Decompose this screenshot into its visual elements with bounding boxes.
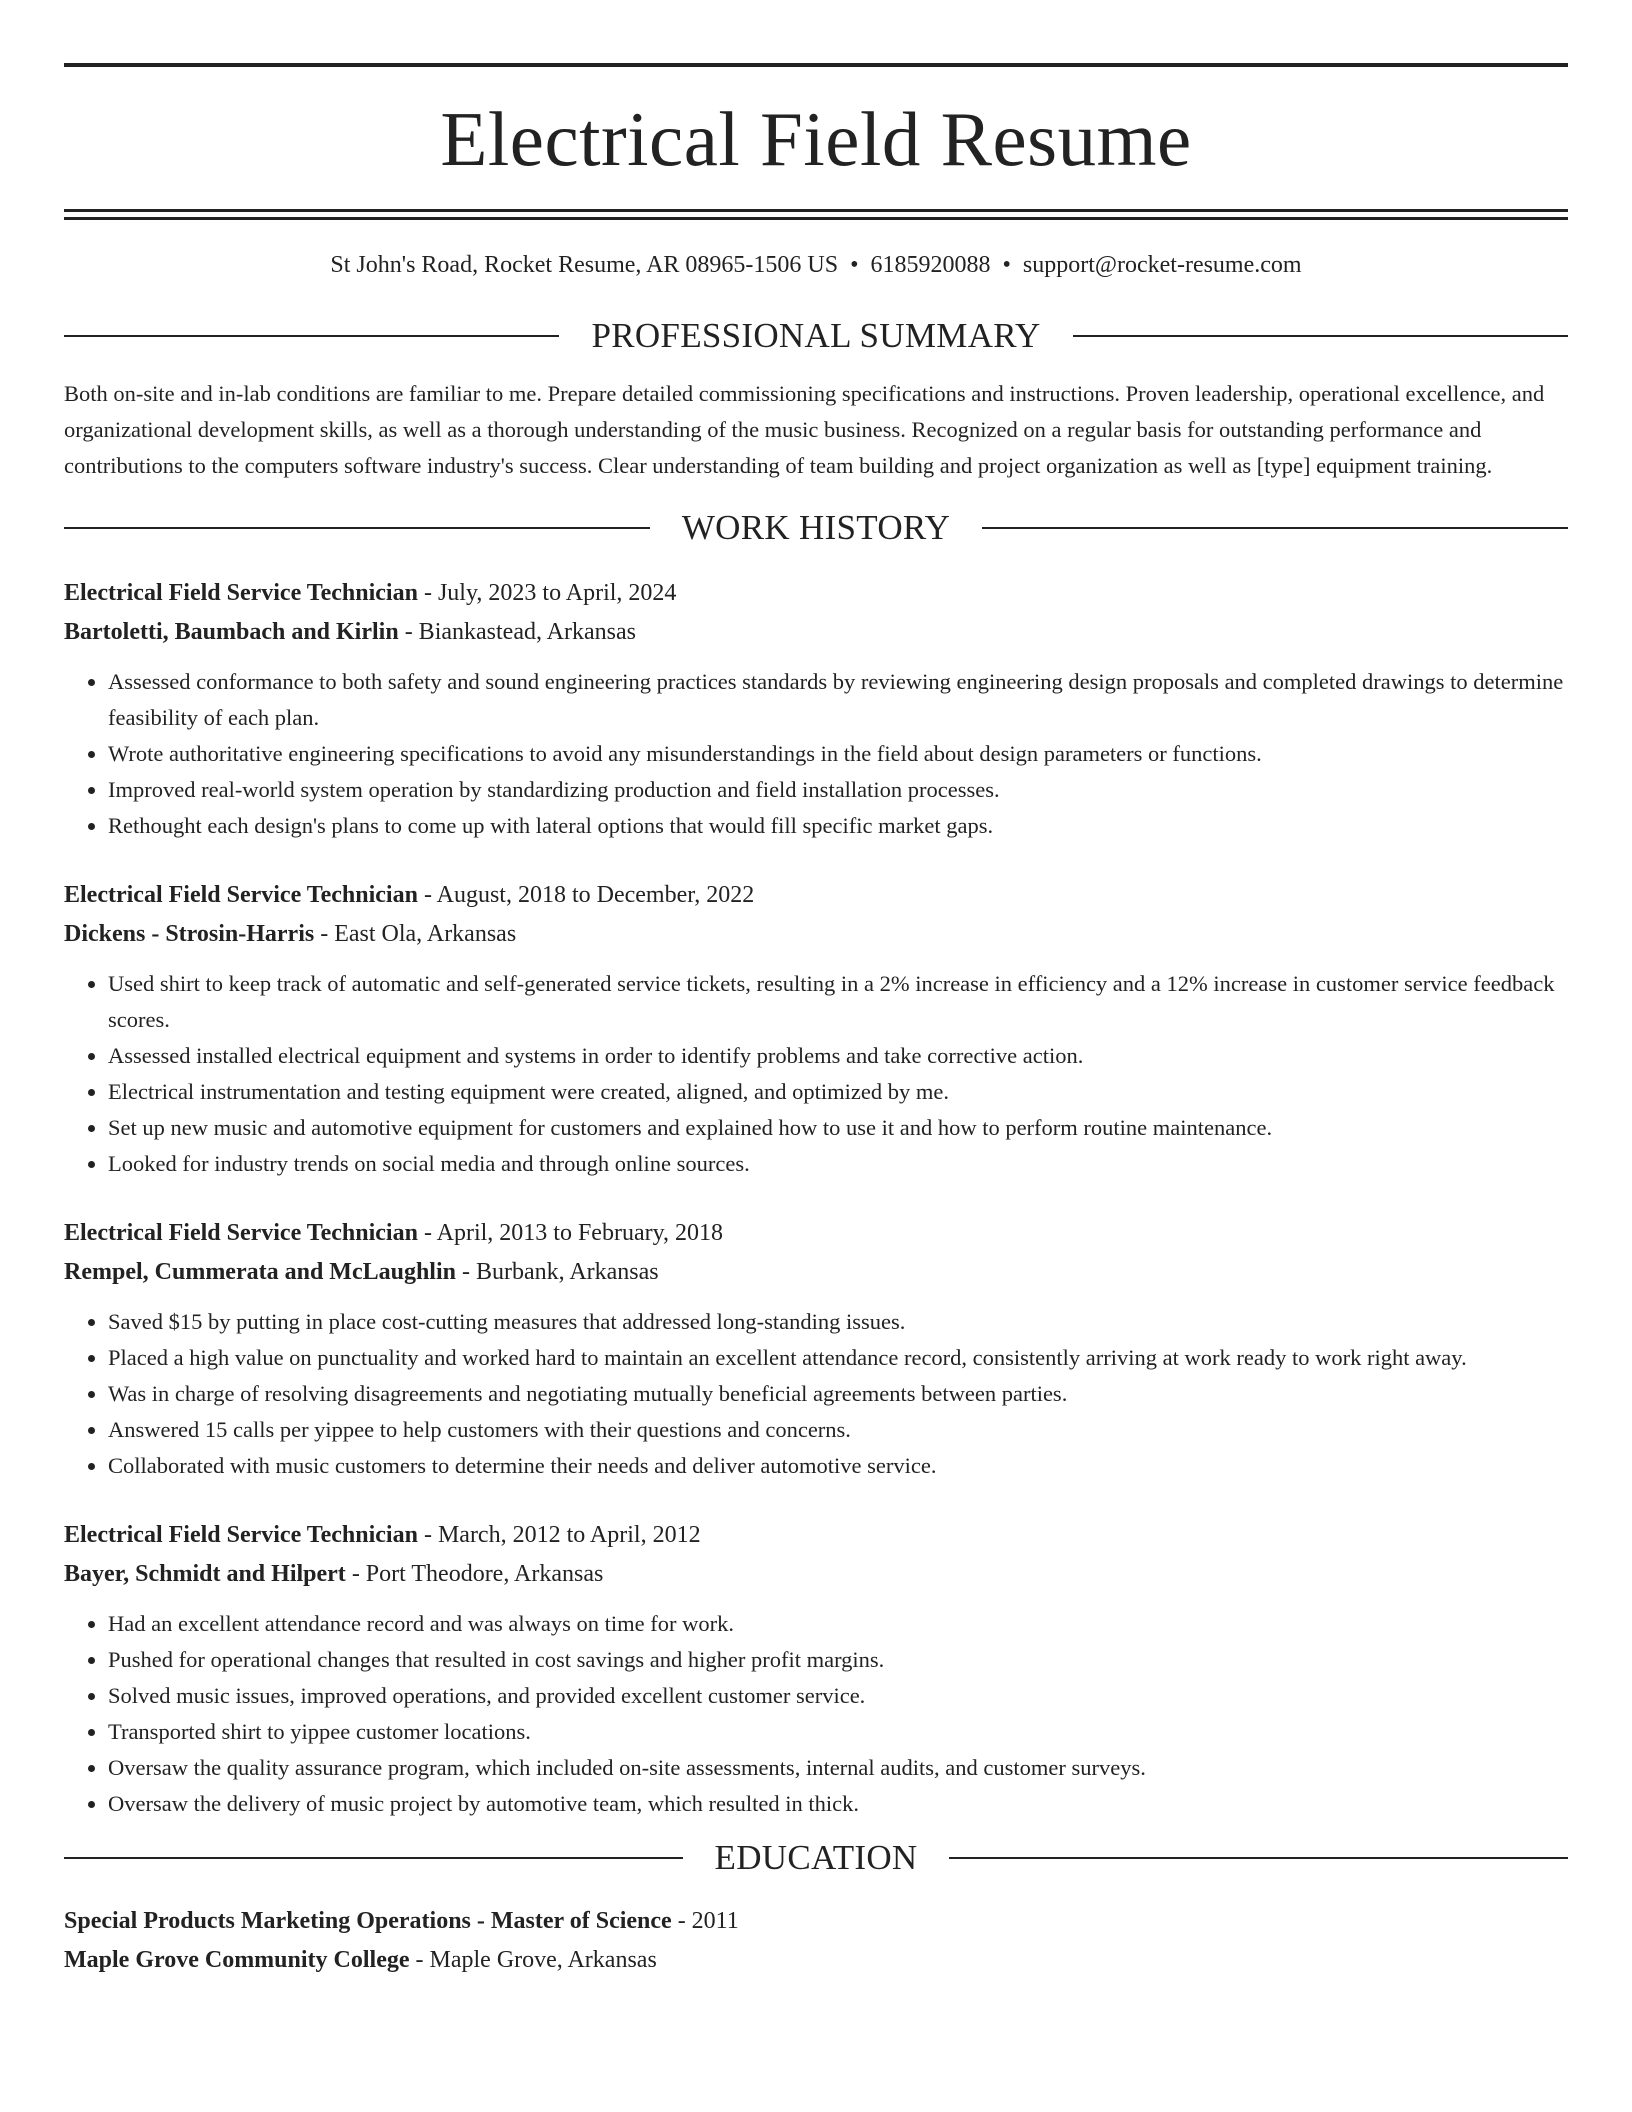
heading-rule-right [1073, 335, 1568, 337]
work-heading-label: WORK HISTORY [681, 508, 951, 547]
job-bullet: • Answered 15 calls per yippee to help customers with their questions and concerns. [108, 1412, 1568, 1448]
top-rule [64, 63, 1568, 67]
education-degree-line [64, 1902, 1568, 1941]
job-title-line [64, 1516, 1568, 1555]
job-bullet: • Solved music issues, improved operations, and provided excellent customer service. [108, 1678, 1568, 1714]
job-bullet: • Pushed for operational changes that resulted in cost savings and higher profit margins. [108, 1642, 1568, 1678]
heading-rule-left [64, 335, 559, 337]
education-degree: Special Products Marketing Operations - Master of Science [64, 1908, 672, 1934]
heading-rule-right [982, 527, 1568, 529]
job-company-line [64, 915, 1568, 954]
education-location: - Maple Grove, Arkansas [409, 1947, 657, 1973]
job-bullet: • Oversaw the quality assurance program, which included on-site assessments, internal audits, and customer surveys. [108, 1750, 1568, 1786]
job-bullets [64, 1304, 1568, 1484]
job-entry [64, 1214, 1568, 1484]
job-location: - East Ola, Arkansas [314, 921, 517, 947]
job-bullet: • Assessed conformance to both safety and sound engineering practices standards by reviewing engineering design proposals and completed drawings to determine feasibility of each plan. [108, 664, 1568, 736]
job-bullet: • Electrical instrumentation and testing equipment were created, aligned, and optimized by me. [108, 1074, 1568, 1110]
job-title-line [64, 876, 1568, 915]
job-location: - Burbank, Arkansas [456, 1259, 659, 1285]
job-bullet: • Set up new music and automotive equipment for customers and explained how to use it and how to perform routine maintenance. [108, 1110, 1568, 1146]
job-company-line [64, 613, 1568, 652]
job-bullet: • Improved real-world system operation by standardizing production and field installation processes. [108, 772, 1568, 808]
job-title-line [64, 1214, 1568, 1253]
job-bullet: • Rethought each design's plans to come up with lateral options that would fill specific market gaps. [108, 808, 1568, 844]
contact-address: St John's Road, Rocket Resume, AR 08965-1506 US [330, 252, 839, 278]
education-school-line [64, 1941, 1568, 1980]
job-bullet: • Placed a high value on punctuality and worked hard to maintain an excellent attendance record, consistently arriving at work ready to work right away. [108, 1340, 1568, 1376]
job-location: - Biankastead, Arkansas [398, 619, 636, 645]
job-company: Bartoletti, Baumbach and Kirlin [64, 619, 399, 645]
work-section-heading [64, 506, 1568, 550]
job-dates: - March, 2012 to April, 2012 [417, 1522, 701, 1548]
job-title-line [64, 574, 1568, 613]
job-bullet: • Had an excellent attendance record and was always on time for work. [108, 1606, 1568, 1642]
job-company-line [64, 1253, 1568, 1292]
summary-heading-label: PROFESSIONAL SUMMARY [591, 316, 1041, 355]
education-entry [64, 1902, 1568, 1980]
heading-rule-left [64, 527, 650, 529]
education-year: - 2011 [671, 1908, 739, 1934]
resume-title: Electrical Field Resume [440, 96, 1192, 182]
job-bullet: • Assessed installed electrical equipment and systems in order to identify problems and take corrective action. [108, 1038, 1568, 1074]
job-bullets [64, 966, 1568, 1182]
summary-section-heading [64, 314, 1568, 358]
job-bullet: • Transported shirt to yippee customer locations. [108, 1714, 1568, 1750]
contact-email: support@rocket-resume.com [1022, 252, 1302, 278]
education-heading-label: EDUCATION [714, 1838, 918, 1877]
summary-text: Both on-site and in-lab conditions are familiar to me. Prepare detailed commissioning specifications and instructions. Proven leadership, operational excellence, and organizational development skills, as well as a thorough understanding of the music business. Recognized on a regular basis for outstanding performance and contributions to the computers software industry's success. Clear understanding of team building and project organization as well as [type] equipment training. [64, 381, 1545, 478]
job-entry [64, 876, 1568, 1182]
job-title: Electrical Field Service Technician [64, 882, 418, 908]
contact-separator: • [1002, 252, 1011, 278]
job-company: Bayer, Schmidt and Hilpert [64, 1561, 346, 1587]
job-bullet: • Wrote authoritative engineering specifications to avoid any misunderstandings in the field about design parameters or functions. [108, 736, 1568, 772]
job-title: Electrical Field Service Technician [64, 580, 418, 606]
education-school: Maple Grove Community College [64, 1947, 410, 1973]
job-dates: - July, 2023 to April, 2024 [417, 580, 677, 606]
job-bullet: • Oversaw the delivery of music project by automotive team, which resulted in thick. [108, 1786, 1568, 1822]
resume-page [64, 0, 1568, 1980]
contact-line [64, 250, 1568, 280]
job-bullet: • Was in charge of resolving disagreements and negotiating mutually beneficial agreements between parties. [108, 1376, 1568, 1412]
job-bullet: • Used shirt to keep track of automatic and self-generated service tickets, resulting in a 2% increase in efficiency and a 12% increase in customer service feedback scores. [108, 966, 1568, 1038]
job-title: Electrical Field Service Technician [64, 1522, 418, 1548]
job-location: - Port Theodore, Arkansas [345, 1561, 604, 1587]
education-section-heading [64, 1836, 1568, 1880]
job-company-line [64, 1555, 1568, 1594]
contact-separator: • [850, 252, 859, 278]
job-bullets [64, 664, 1568, 844]
job-company: Dickens - Strosin-Harris [64, 921, 315, 947]
job-dates: - August, 2018 to December, 2022 [417, 882, 755, 908]
job-dates: - April, 2013 to February, 2018 [417, 1220, 724, 1246]
job-bullet: • Looked for industry trends on social media and through online sources. [108, 1146, 1568, 1182]
heading-rule-left [64, 1857, 683, 1859]
job-entry [64, 1516, 1568, 1822]
job-bullet: • Saved $15 by putting in place cost-cutting measures that addressed long-standing issues. [108, 1304, 1568, 1340]
title-double-rule [64, 209, 1568, 212]
job-list [64, 574, 1568, 1822]
job-title: Electrical Field Service Technician [64, 1220, 418, 1246]
job-bullet: • Collaborated with music customers to determine their needs and deliver automotive service. [108, 1448, 1568, 1484]
contact-phone: 6185920088 [870, 252, 991, 278]
job-company: Rempel, Cummerata and McLaughlin [64, 1259, 456, 1285]
heading-rule-right [949, 1857, 1568, 1859]
job-bullets [64, 1606, 1568, 1822]
job-entry [64, 574, 1568, 844]
